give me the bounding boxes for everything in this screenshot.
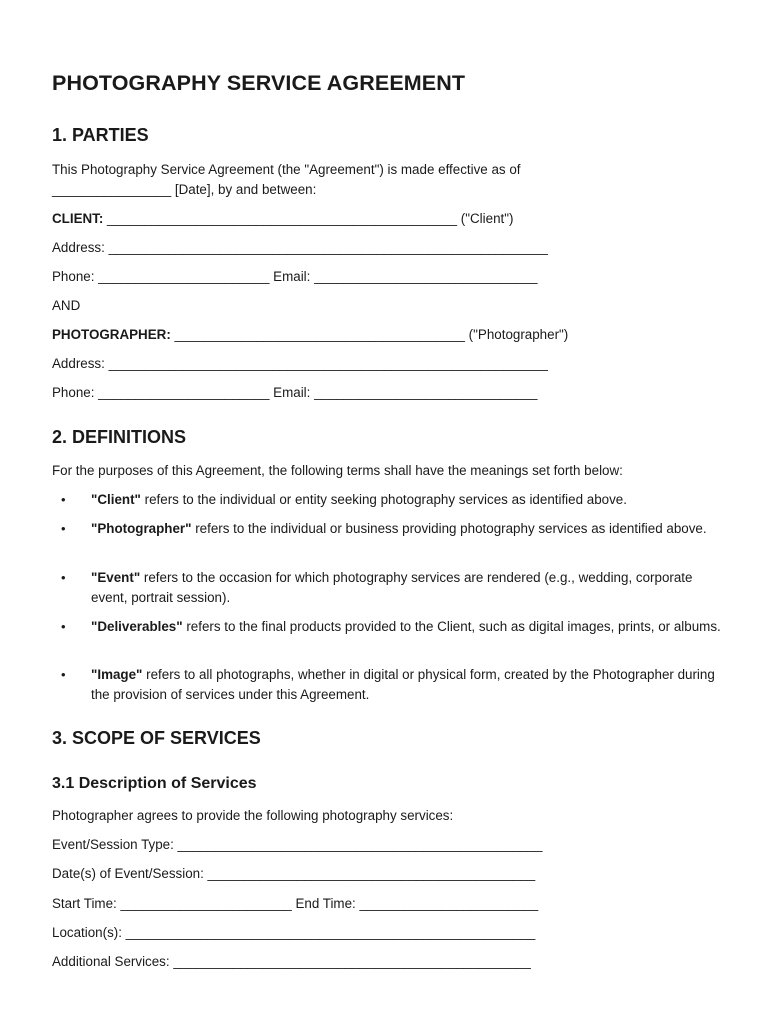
definition-term: "Event"	[91, 570, 141, 585]
bullet-icon: •	[61, 521, 66, 536]
definitions-intro: For the purposes of this Agreement, the following terms shall have the meanings set forth below:	[52, 463, 623, 478]
definition-text: refers to the individual or entity seeking photography services as identified above.	[140, 492, 627, 507]
definition-term: "Client"	[91, 492, 141, 507]
bullet-icon: •	[61, 570, 66, 585]
intro-line-2: ________________ [Date], by and between:	[52, 182, 317, 197]
section-heading-definitions: 2. DEFINITIONS	[52, 427, 187, 447]
definition-text: refers to the occasion for which photography services are rendered (e.g., wedding, corporate event, portrait session).	[91, 570, 693, 605]
bullet-icon: •	[61, 492, 66, 507]
photographer-row	[52, 325, 568, 345]
client-label: CLIENT:	[52, 211, 104, 226]
document-title: PHOTOGRAPHY SERVICE AGREEMENT	[52, 71, 466, 95]
event-dates-line: Date(s) of Event/Session: ____________________________________________	[52, 866, 536, 881]
and-separator: AND	[52, 298, 81, 313]
event-type-line: Event/Session Type: _________________________________________________	[52, 837, 543, 852]
photographer-address-line: Address: ___________________________________________________________	[52, 356, 548, 371]
bullet-icon: •	[61, 619, 66, 634]
client-row	[52, 209, 513, 229]
photographer-phone-email-line: Phone: _______________________ Email: ______________________________	[52, 385, 538, 400]
client-name-blank: _______________________________________________ ("Client")	[103, 211, 514, 226]
definition-text: refers to all photographs, whether in digital or physical form, created by the Photographer during the provision of services under this Agreement.	[91, 667, 715, 702]
definition-text: refers to the individual or business providing photography services as identified above.	[191, 521, 707, 536]
section-heading-scope: 3. SCOPE OF SERVICES	[52, 728, 261, 748]
subsection-heading-description: 3.1 Description of Services	[52, 775, 257, 792]
photographer-name-blank: _______________________________________ ("Photographer")	[170, 327, 569, 342]
definition-term: "Deliverables"	[91, 619, 183, 634]
scope-intro: Photographer agrees to provide the following photography services:	[52, 808, 454, 823]
intro-line-1: This Photography Service Agreement (the "Agreement") is made effective as of	[52, 162, 521, 177]
additional-services-line: Additional Services: ________________________________________________	[52, 954, 531, 969]
section-heading-parties: 1. PARTIES	[52, 125, 149, 145]
client-address-line: Address: ___________________________________________________________	[52, 240, 548, 255]
definition-term: "Image"	[91, 667, 143, 682]
locations-line: Location(s): _______________________________________________________	[52, 925, 536, 940]
definition-text: refers to the final products provided to the Client, such as digital images, prints, or albums.	[182, 619, 721, 634]
photographer-label: PHOTOGRAPHER:	[52, 327, 171, 342]
bullet-icon: •	[61, 667, 66, 682]
definition-term: "Photographer"	[91, 521, 192, 536]
start-end-time-line: Start Time: _______________________ End Time: ________________________	[52, 896, 539, 911]
client-phone-email-line: Phone: _______________________ Email: ______________________________	[52, 269, 538, 284]
